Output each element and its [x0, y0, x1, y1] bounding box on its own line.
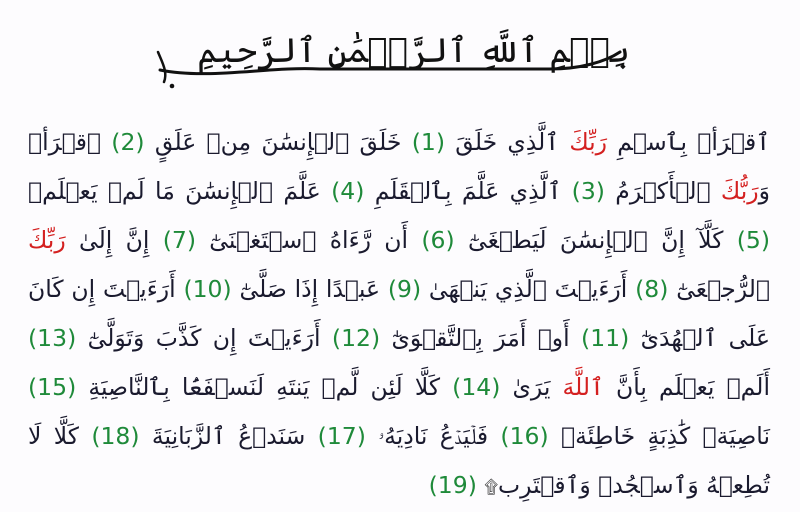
verse-text: أَلَمۡ يَعۡلَم بِأَنَّ	[603, 373, 770, 401]
verse-text: ٱلۡأَكۡرَمُ	[604, 177, 721, 205]
verse-text: خَلَقَ ٱلۡإِنسَٰنَ مِنۡ عَلَقٍ	[144, 128, 412, 156]
ayah-number: (8)	[635, 275, 669, 303]
ayah-number: (17)	[317, 422, 366, 450]
divine-name: رَبِّكَ	[28, 226, 66, 254]
ayah-number: (14)	[452, 373, 501, 401]
basmala-header	[150, 22, 650, 92]
divine-name: ٱللَّهَ	[562, 373, 604, 401]
verse-text: ٱلَّذِي خَلَقَ	[444, 128, 570, 156]
verse-text: فَلۡيَدۡعُ نَادِيَهُۥ	[365, 422, 501, 450]
ayah-number: (19)	[428, 471, 477, 499]
ayah-number: (9)	[387, 275, 422, 303]
verse-text: ٱلرُّجۡعَىٰٓ	[668, 275, 770, 303]
sajda-mark-icon: ۩	[484, 477, 499, 498]
verse-text: كَلَّا لَئِن لَّمۡ يَنتَهِ لَنَسۡفَعَۢا بِٱلنَّاصِيَةِ	[76, 373, 453, 401]
surah-text-body	[28, 118, 770, 512]
ayah-number: (4)	[331, 177, 365, 205]
verse-text: نَاصِيَةٖ كَٰذِبَةٍ خَاطِئَةٖ	[548, 422, 770, 450]
ayah-number: (2)	[111, 128, 145, 156]
ayah-number: (7)	[162, 226, 196, 254]
verse-text: أَرَءَيۡتَ ٱلَّذِي يَنۡهَىٰ	[421, 275, 636, 303]
verse-text: ٱقۡرَأۡ بِٱسۡمِ	[607, 128, 770, 156]
ayah-number: (18)	[91, 422, 140, 450]
verse-text: إِنَّ إِلَىٰ	[65, 226, 163, 254]
verse-text: أَرَءَيۡتَ إِن كَذَّبَ وَتَوَلَّىٰٓ	[76, 324, 332, 352]
ayah-number: (12)	[331, 324, 381, 352]
ayah-number: (13)	[28, 324, 77, 352]
ayah-number: (1)	[411, 128, 445, 156]
ayah-number: (16)	[500, 422, 549, 450]
verse-text: أَن رَّءَاهُ ٱسۡتَغۡنَىٰٓ	[196, 226, 422, 254]
verse-text: أَوۡ أَمَرَ بِٱلتَّقۡوَىٰٓ	[380, 324, 582, 352]
ayah-number: (3)	[571, 177, 605, 205]
ayah-number: (6)	[421, 226, 455, 254]
ayah-number: (15)	[28, 373, 77, 401]
verse-text: سَنَدۡعُ ٱلزَّبَانِيَةَ	[139, 422, 318, 450]
ayah-number: (10)	[183, 275, 232, 303]
verse-text: عَلَّمَ ٱلۡإِنسَٰنَ مَا لَمۡ يَعۡلَمۡ	[28, 177, 332, 205]
verse-text: عَبۡدًا إِذَا صَلَّىٰٓ	[231, 275, 388, 303]
verse-text: يَرَىٰ	[500, 373, 563, 401]
basmala-text: بِسۡمِ ٱللَّهِ ٱلرَّحۡمَٰنِ ٱلرَّحِيمِ	[197, 31, 630, 71]
verse-text: أَرَءَيۡتَ إِن كَانَ عَلَى ٱلۡهُدَىٰٓ	[28, 275, 770, 352]
ayah-number: (5)	[736, 226, 770, 254]
ayah-number: (11)	[581, 324, 630, 352]
divine-name: رَبُّكَ	[720, 177, 759, 205]
verse-text: ٱقۡرَأۡ وَ	[28, 128, 770, 205]
verse-text: كَلَّآ إِنَّ ٱلۡإِنسَٰنَ لَيَطۡغَىٰٓ	[454, 226, 737, 254]
verse-text: كَلَّا لَا تُطِعۡهُ وَٱسۡجُدۡ وَٱقۡتَرِب	[28, 422, 770, 499]
verse-text: ٱلَّذِي عَلَّمَ بِٱلۡقَلَمِ	[364, 177, 572, 205]
divine-name: رَبِّكَ	[569, 128, 608, 156]
